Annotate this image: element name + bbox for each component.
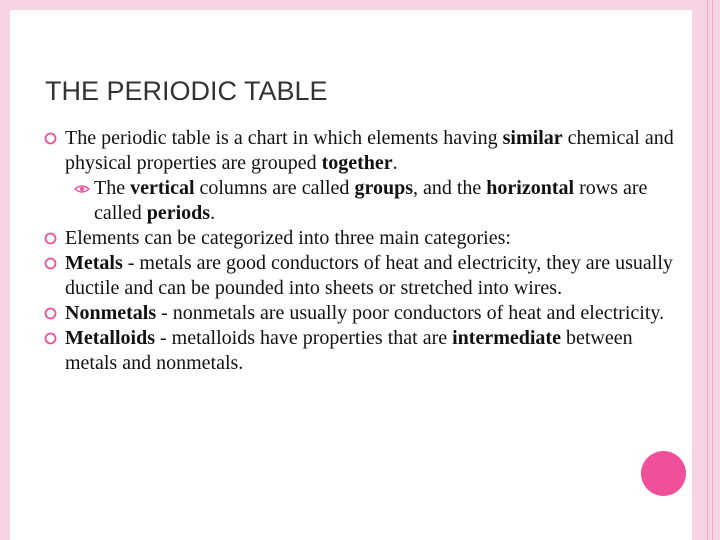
bullet-item-categories: Elements can be categorized into three main categories: xyxy=(44,226,674,251)
hollow-circle-icon xyxy=(44,307,57,320)
eye-bullet-icon xyxy=(74,184,90,194)
bullet-item-metals: Metals - metals are good conductors of heat and electricity, they are usually ductile and can be pounded into sheets or stretched into wires. xyxy=(44,251,674,301)
sub-bullet-item-groups-periods: The vertical columns are called groups, and the horizontal rows are called periods. xyxy=(74,176,674,226)
hollow-circle-icon xyxy=(44,132,57,145)
frame-edge-line xyxy=(712,0,713,540)
frame-edge-line xyxy=(707,0,708,540)
bullet-list xyxy=(44,126,674,376)
hollow-circle-icon xyxy=(44,232,57,245)
decorative-pink-circle xyxy=(641,451,686,496)
bullet-item-definition: The periodic table is a chart in which elements having similar chemical and physical properties are grouped together. xyxy=(44,126,674,176)
bullet-item-nonmetals: Nonmetals - nonmetals are usually poor conductors of heat and electricity. xyxy=(44,301,674,326)
bullet-item-metalloids: Metalloids - metalloids have properties that are intermediate between metals and nonmetals. xyxy=(44,326,674,376)
slide-title: THE PERIODIC TABLE xyxy=(45,76,328,106)
hollow-circle-icon xyxy=(44,257,57,270)
hollow-circle-icon xyxy=(44,332,57,345)
